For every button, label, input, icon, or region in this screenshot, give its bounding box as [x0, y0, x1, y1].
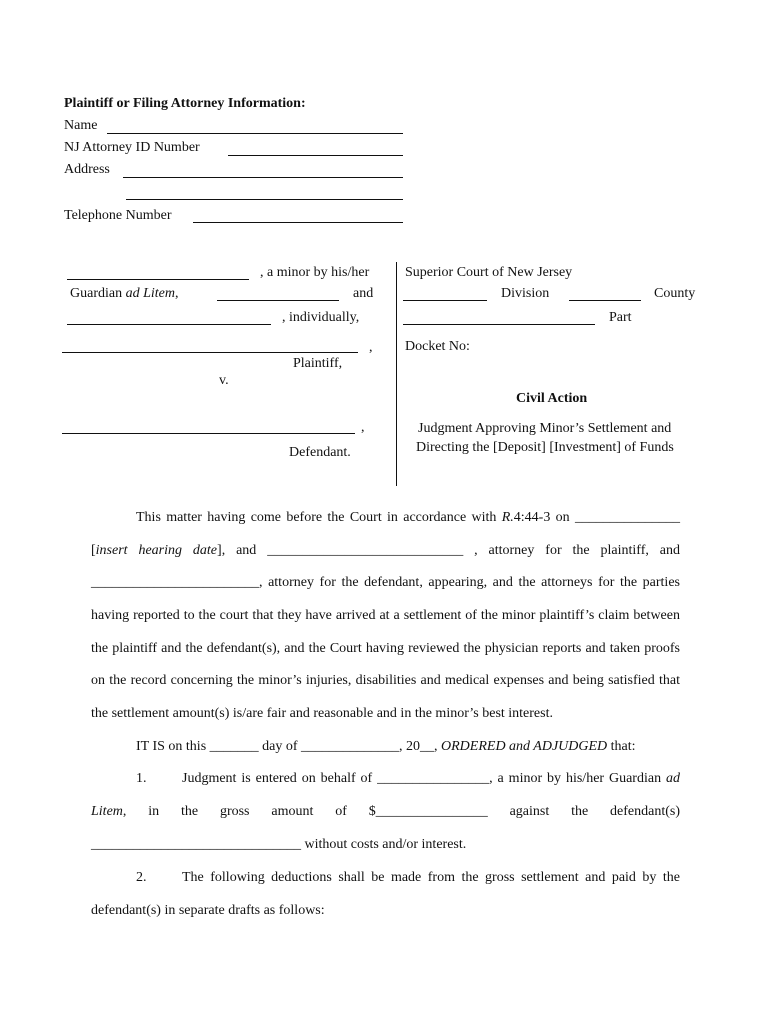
county-field[interactable] — [569, 300, 641, 301]
and-text: and — [353, 286, 374, 301]
body-line-7: the settlement amount(s) is/are fair and reasonable and in the minor’s best interest. — [91, 706, 553, 721]
versus-label: v. — [219, 373, 229, 388]
attorney-id-field[interactable] — [228, 155, 403, 156]
guardian-label: Guardian ad Litem, — [70, 286, 179, 301]
part-label: Part — [609, 310, 632, 325]
ordered-line: IT IS on this _______ day of ______________, 20__, ORDERED and ADJUDGED that: — [136, 739, 636, 754]
guardian-name-field[interactable] — [217, 300, 339, 301]
body-line-6: on the record concerning the minor’s injuries, disabilities and medical expenses and being satisfied that — [91, 673, 680, 688]
item-1-line-1: Judgment is entered on behalf of ________________, a minor by his/her Guardian ad — [182, 771, 680, 786]
docket-label: Docket No: — [405, 339, 470, 354]
judgment-title-line1: Judgment Approving Minor’s Settlement and — [418, 421, 672, 436]
minor-name-field[interactable] — [67, 279, 249, 280]
division-field[interactable] — [403, 300, 487, 301]
item-1-line-3: ______________________________ without costs and/or interest. — [91, 837, 467, 852]
judgment-title-line2: Directing the [Deposit] [Investment] of Funds — [416, 440, 674, 455]
plaintiff-label: Plaintiff, — [293, 356, 343, 371]
part-field[interactable] — [403, 324, 595, 325]
name-field[interactable] — [107, 133, 403, 134]
address-field-line1[interactable] — [123, 177, 403, 178]
item-1-line-2: Litem, in the gross amount of $________________ against the defendant(s) — [91, 804, 680, 819]
individual-name-field[interactable] — [67, 324, 271, 325]
body-line-5: the plaintiff and the defendant(s), and the Court having reviewed the physician reports and taken proofs — [91, 641, 680, 656]
court-name: Superior Court of New Jersey — [405, 265, 573, 280]
body-line-4: having reported to the court that they have arrived at a settlement of the minor plaintiff’s claim between — [91, 608, 680, 623]
telephone-field[interactable] — [193, 222, 403, 223]
item-2-line-2: defendant(s) in separate drafts as follows: — [91, 903, 325, 918]
item-2-line-1: The following deductions shall be made from the gross settlement and paid by the — [182, 870, 680, 885]
defendant-comma: , — [361, 420, 365, 435]
attorney-info-heading: Plaintiff or Filing Attorney Information: — [64, 96, 306, 111]
item-1-number: 1. — [136, 771, 147, 786]
minor-text: , a minor by his/her — [260, 265, 370, 280]
plaintiff-name-field[interactable] — [62, 352, 358, 353]
body-line-1: This matter having come before the Court in accordance with R.4:44-3 on _______________ — [136, 510, 680, 525]
item-2-number: 2. — [136, 870, 147, 885]
defendant-name-field[interactable] — [62, 433, 355, 434]
caption-divider — [396, 262, 397, 486]
body-line-2: [insert hearing date], and ____________________________ , attorney for the plaintiff, and — [91, 543, 680, 558]
attorney-id-label: NJ Attorney ID Number — [64, 140, 200, 155]
civil-action-heading: Civil Action — [516, 391, 588, 406]
county-label: County — [654, 286, 696, 301]
name-label: Name — [64, 118, 98, 133]
telephone-label: Telephone Number — [64, 208, 172, 223]
division-label: Division — [501, 286, 550, 301]
defendant-label: Defendant. — [289, 445, 351, 460]
body-line-3: ________________________, attorney for the defendant, appearing, and the attorneys for the parties — [91, 575, 680, 590]
individually-text: , individually, — [282, 310, 360, 325]
address-label: Address — [64, 162, 110, 177]
address-field-line2[interactable] — [126, 199, 403, 200]
plaintiff-comma: , — [369, 340, 373, 355]
